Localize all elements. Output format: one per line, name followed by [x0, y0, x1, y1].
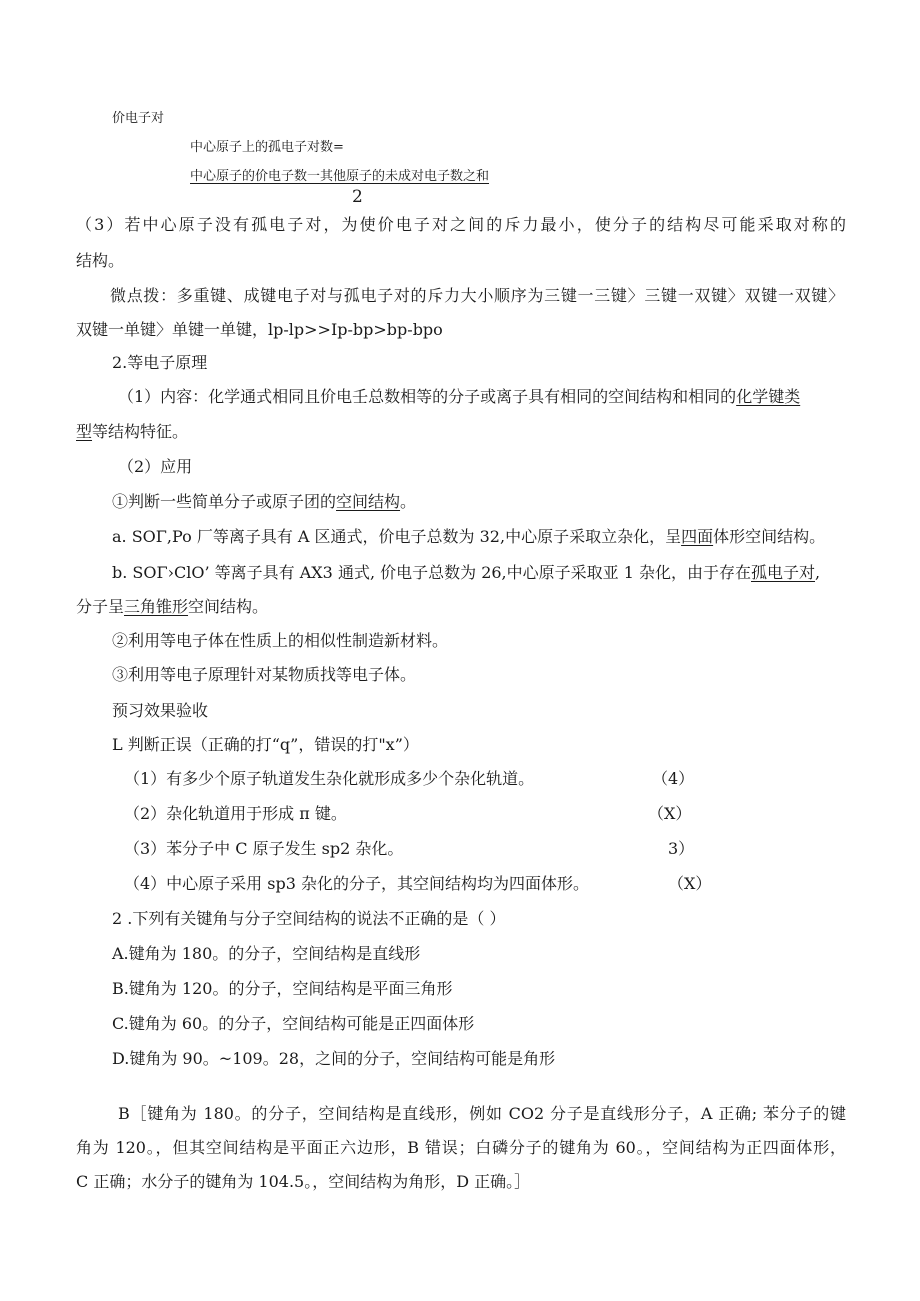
judge-mark-2: （X）	[648, 804, 692, 823]
apply1-underlined: 空间结构	[336, 492, 401, 511]
apply-b	[112, 562, 820, 584]
formula-lhs: 中心原子上的孤电子对数=	[190, 140, 344, 155]
rule3-line2: 结构。	[76, 251, 125, 270]
apply-b-underlined: 孤电子对	[751, 563, 816, 582]
q2-title: 2 .下列有关键角与分子空间结构的说法不正确的是（ ）	[112, 909, 506, 928]
apply-b2-text: 分子呈	[76, 597, 125, 616]
judge-item-1: （1）有多少个原子轨道发生杂化就形成多少个杂化轨道。	[124, 769, 535, 788]
tip-line2: 双键一单键〉单键一单键，lp-lp>>Ip-bp>bp-bpo	[76, 320, 443, 339]
apply-b-line2	[76, 596, 268, 618]
rule3-line1: （3）若中心原子没有孤电子对，为使价电子对之间的斥力最小，使分子的结构尽可能采取对称的	[76, 215, 846, 234]
tip-line1: 微点拨：多重键、成键电子对与孤电子对的斥力大小顺序为三键一三键〉三键一双键〉双键一双键〉	[110, 286, 844, 305]
formula-label: 价电子对	[112, 111, 165, 126]
formula-denominator: 2	[352, 187, 363, 207]
apply-item-3: ③利用等电子原理针对某物质找等电子体。	[112, 665, 417, 684]
judge-item-3: （3）苯分子中 C 原子发生 sp2 杂化。	[124, 839, 404, 858]
apply-b-text: b. SOΓ›ClO’ 等离子具有 AX3 通式, 价电子总数为 26,中心原子采取亚 1 杂化，由于存在	[112, 563, 751, 582]
option-d: D.键角为 90。~109。28，之间的分子，空间结构可能是角形	[112, 1049, 556, 1068]
answer-line3: C 正确；水分子的键角为 104.5。，空间结构为角形，D 正确。］	[76, 1172, 531, 1191]
section2-title: 2.等电子原理	[112, 353, 208, 372]
apply-item-1	[112, 491, 416, 513]
apply-title: （2）应用	[118, 457, 193, 476]
judge-item-4: （4）中心原子采用 sp3 杂化的分子，其空间结构均为四面体形。	[124, 874, 589, 893]
formula-numerator: 中心原子的价电子数一其他原子的未成对电子数之和	[190, 169, 490, 184]
apply-a-text: a. SOΓ,Po 厂等离子具有 A 区通式，价电子总数为 32,中心原子采取立杂化，呈	[112, 527, 682, 546]
apply-a-end: 体形空间结构。	[713, 527, 826, 546]
review-title: 预习效果验收	[112, 701, 209, 720]
section2-content-line1	[118, 386, 800, 408]
apply-b2-underlined: 三角锥形	[124, 597, 189, 616]
option-c: C.键角为 60。的分子，空间结构可能是正四面体形	[112, 1014, 475, 1033]
answer-line1: B［键角为 180。的分子，空间结构是直线形，例如 CO2 分子是直线形分子，A 正确; 苯分子的键	[118, 1104, 846, 1123]
judge-mark-1: （4）	[652, 769, 695, 788]
judge-mark-3: 3）	[668, 839, 695, 858]
content-underlined-cont: 型	[76, 422, 93, 441]
option-a: A.键角为 180。的分子，空间结构是直线形	[112, 944, 421, 963]
apply1-end: 。	[400, 492, 417, 511]
section2-content-line2	[76, 421, 188, 443]
apply-a	[112, 526, 825, 548]
q1-title: L 判断正误（正确的打“q”，错误的打"x”）	[112, 735, 419, 754]
apply1-text: ①判断一些简单分子或原子团的	[112, 492, 337, 511]
judge-item-2: （2）杂化轨道用于形成 π 键。	[124, 804, 347, 823]
content-underlined: 化学键类	[736, 387, 801, 406]
option-b: B.键角为 120。的分子，空间结构是平面三角形	[112, 979, 453, 998]
content-text-cont: 等结构特征。	[92, 422, 189, 441]
apply-item-2: ②利用等电子体在性质上的相似性制造新材料。	[112, 631, 449, 650]
judge-mark-4: （X）	[668, 874, 712, 893]
apply-a-underlined: 四面	[681, 527, 714, 546]
content-text: （1）内容：化学通式相同且价电壬总数相等的分子或离子具有相同的空间结构和相同的	[118, 387, 737, 406]
apply-b-end: ,	[815, 563, 821, 582]
apply-b2-end: 空间结构。	[188, 597, 269, 616]
answer-line2: 角为 120。，但其空间结构是平面正六边形，B 错误；白磷分子的键角为 60。，空间结构为正四面体形，	[76, 1138, 846, 1157]
